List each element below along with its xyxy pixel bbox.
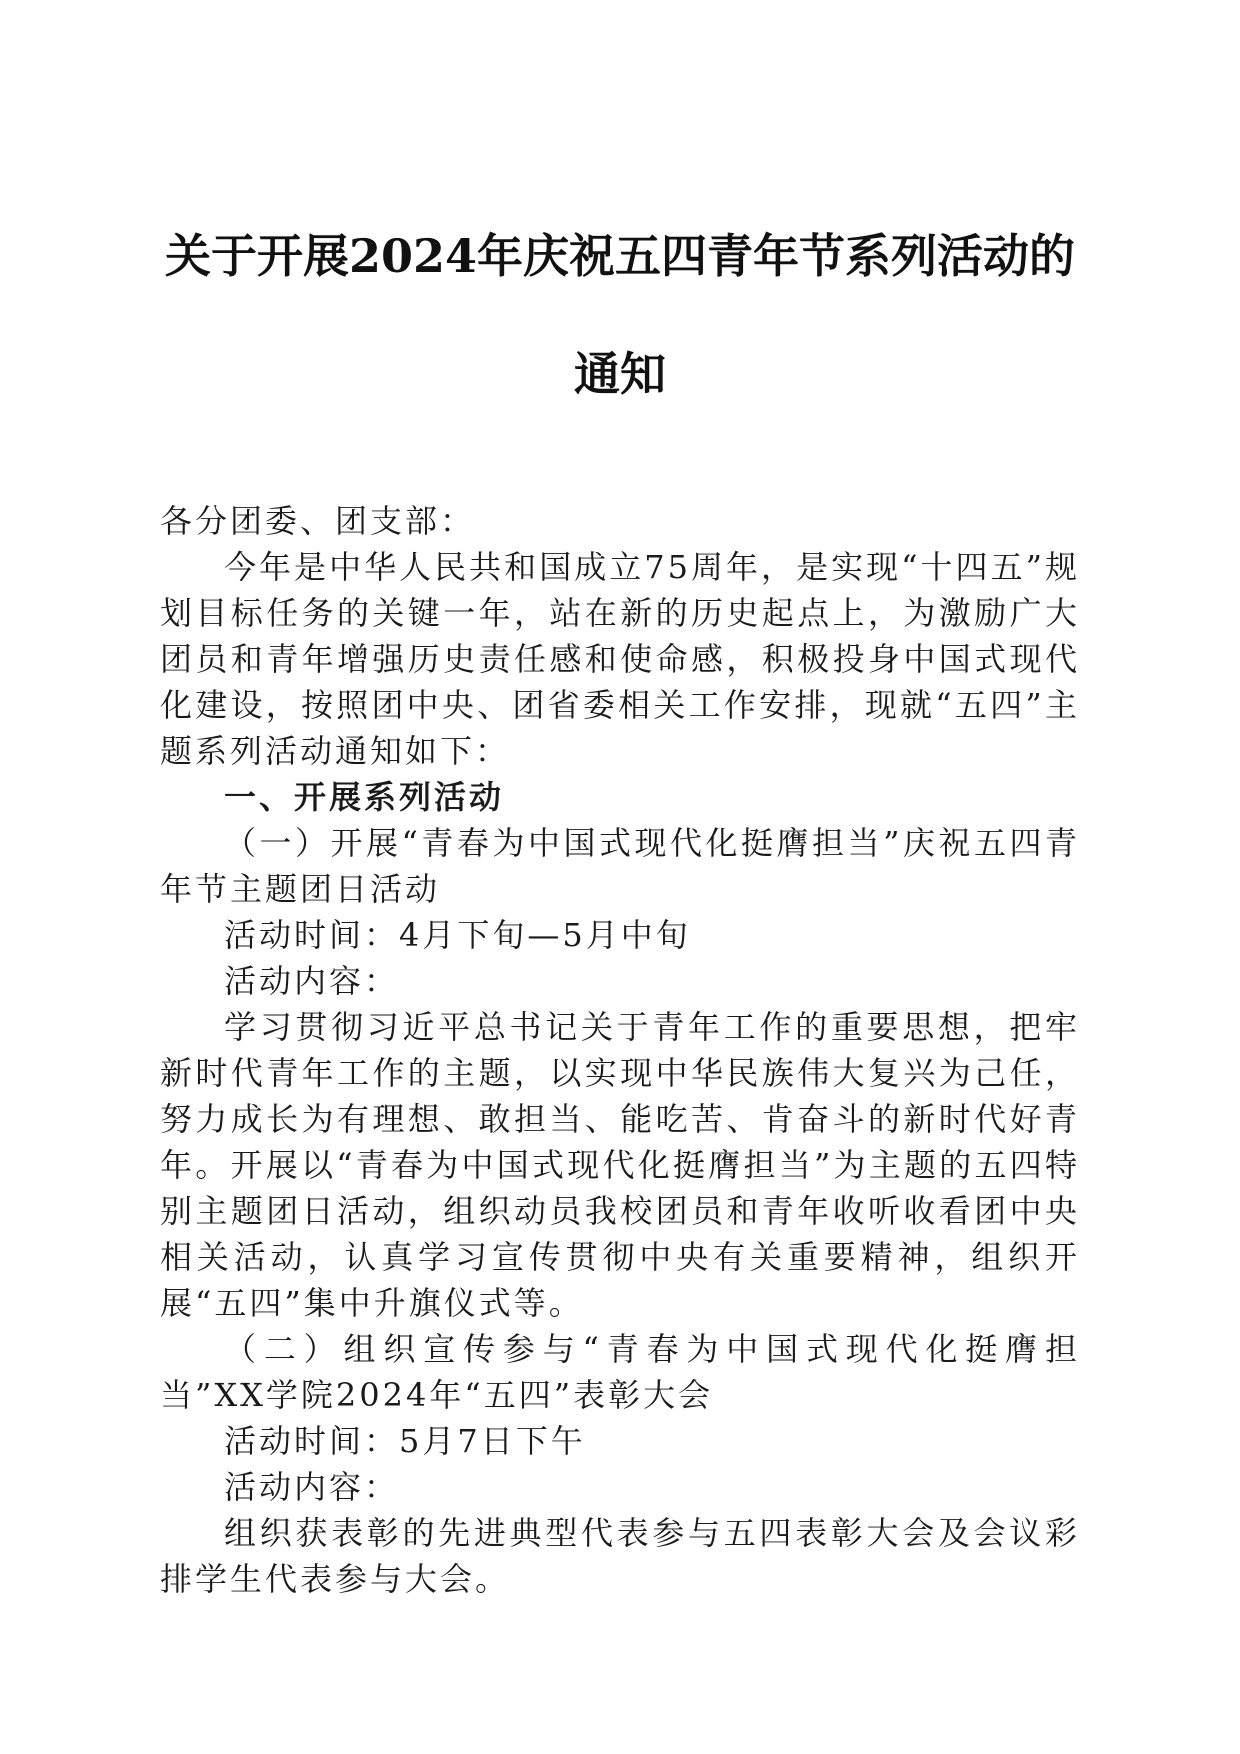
document-title-line-2: 通知 [574, 347, 666, 401]
activity-1-content: 学习贯彻习近平总书记关于青年工作的重要思想，把牢新时代青年工作的主题，以实现中华民族伟大复兴为己任，努力成长为有理想、敢担当、能吃苦、肯奋斗的新时代好青年。开展以“青春为中国式现代化挺膺担当”为主题的五四特别主题团日活动，组织动员我校团员和青年收听收看团中央相关活动，认真学习宣传贯彻中央有关重要精神，组织开展“五四”集中升旗仪式等。 [160, 1008, 1080, 1322]
activity-1-time: 活动时间：4月下旬—5月中旬 [224, 916, 691, 954]
intro-paragraph: 今年是中华人民共和国成立75周年，是实现“十四五”规划目标任务的关键一年，站在新的历史起点上，为激励广大团员和青年增强历史责任感和使命感，积极投身中国式现代化建设，按照团中央、团省委相关工作安排，现就“五四”主题系列活动通知如下： [160, 548, 1080, 770]
activity-2-content-label: 活动内容： [224, 1468, 400, 1506]
activity-2-content: 组织获表彰的先进典型代表参与五四表彰大会及会议彩排学生代表参与大会。 [160, 1514, 1080, 1598]
document-title-line-1: 关于开展2024年庆祝五四青年节系列活动的 [164, 229, 1076, 283]
activity-1-content-label: 活动内容： [224, 962, 400, 1000]
activity-2-time: 活动时间：5月7日下午 [224, 1422, 586, 1460]
activity-2-heading: （二）组织宣传参与“青春为中国式现代化挺膺担当”XX学院2024年“五四”表彰大会 [160, 1330, 1080, 1414]
section-1-heading: 一、开展系列活动 [224, 778, 505, 816]
activity-1-heading: （一）开展“青春为中国式现代化挺膺担当”庆祝五四青年节主题团日活动 [160, 824, 1080, 908]
document-body [160, 498, 1080, 1602]
salutation: 各分团委、团支部： [160, 502, 476, 540]
